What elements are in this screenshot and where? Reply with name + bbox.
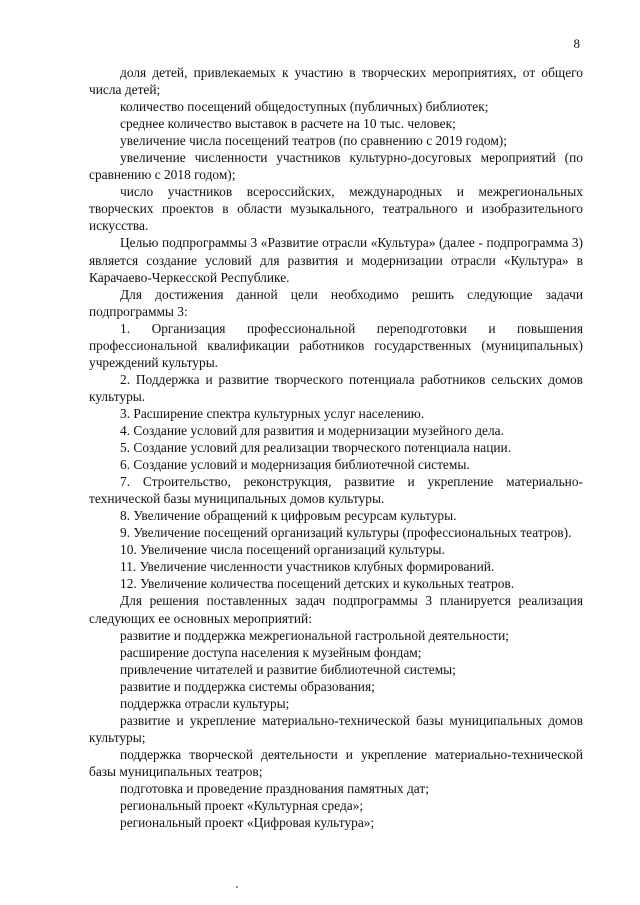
paragraph: среднее количество выставок в расчете на 10 тыс. человек; [120, 116, 456, 132]
paragraph: 2. Поддержка и развитие творческого потенциала работников сельских домов культуры. [89, 371, 583, 404]
paragraph: поддержка отрасли культуры; [120, 695, 290, 711]
paragraph: количество посещений общедоступных (публичных) библиотек; [120, 99, 489, 115]
paragraph: 7. Строительство, реконструкция, развитие и укрепление материально-технической базы муниципальных домов культуры. [89, 474, 583, 507]
paragraph: Для достижения данной цели необходимо решить следующие задачи подпрограммы 3: [89, 286, 583, 319]
paragraph: 11. Увеличение численности участников клубных формирований. [120, 559, 495, 575]
paragraph: развитие и поддержка системы образования; [120, 678, 375, 694]
body-text [89, 64, 583, 831]
paragraph: региональный проект «Культурная среда»; [120, 798, 364, 814]
paragraph: число участников всероссийских, международных и межрегиональных творческих проектов в области музыкального, театрального и изобразительного искусства. [89, 184, 583, 234]
paragraph: 3. Расширение спектра культурных услуг населению. [120, 405, 425, 421]
page-number: 8 [573, 36, 580, 51]
paragraph: развитие и укрепление материально-технической базы муниципальных домов культуры; [89, 712, 583, 745]
paragraph: увеличение численности участников культурно-досуговых мероприятий (по сравнению с 2018 годом); [89, 150, 583, 183]
paragraph: 10. Увеличение числа посещений организаций культуры. [120, 542, 445, 558]
paragraph: региональный проект «Цифровая культура»; [120, 815, 375, 831]
paragraph: 6. Создание условий и модернизация библиотечной системы. [120, 457, 470, 473]
paragraph: 5. Создание условий для реализации творческого потенциала нации. [120, 440, 512, 456]
paragraph: 8. Увеличение обращений к цифровым ресурсам культуры. [120, 508, 457, 524]
paragraph: привлечение читателей и развитие библиотечной системы; [120, 661, 456, 677]
paragraph: 1. Организация профессиональной переподготовки и повышения профессиональной квалификации работников государственных (муниципальных) учреждений культуры. [89, 320, 583, 370]
scan-speck [236, 886, 238, 888]
paragraph: 4. Создание условий для развития и модернизации музейного дела. [120, 422, 504, 438]
paragraph: 9. Увеличение посещений организаций культуры (профессиональных театров). [120, 525, 572, 541]
paragraph: 12. Увеличение количества посещений детских и кукольных театров. [120, 576, 515, 592]
paragraph: расширение доступа населения к музейным фондам; [120, 644, 422, 660]
paragraph: поддержка творческой деятельности и укрепление материально-технической базы муниципальных театров; [89, 746, 583, 779]
paragraph: увеличение числа посещений театров (по сравнению с 2019 годом); [120, 133, 507, 149]
paragraph: развитие и поддержка межрегиональной гастрольной деятельности; [120, 627, 510, 643]
paragraph: Целью подпрограммы 3 «Развитие отрасли «Культура» (далее - подпрограмма 3) является создание условий для развития и модернизации отрасли «Культура» в Карачаево-Черкесской Республике. [89, 235, 583, 285]
paragraph: Для решения поставленных задач подпрограммы 3 планируется реализация следующих ее основных мероприятий: [89, 593, 583, 626]
paragraph: подготовка и проведение празднования памятных дат; [120, 780, 429, 796]
paragraph: доля детей, привлекаемых к участию в творческих мероприятиях, от общего числа детей; [89, 65, 583, 98]
